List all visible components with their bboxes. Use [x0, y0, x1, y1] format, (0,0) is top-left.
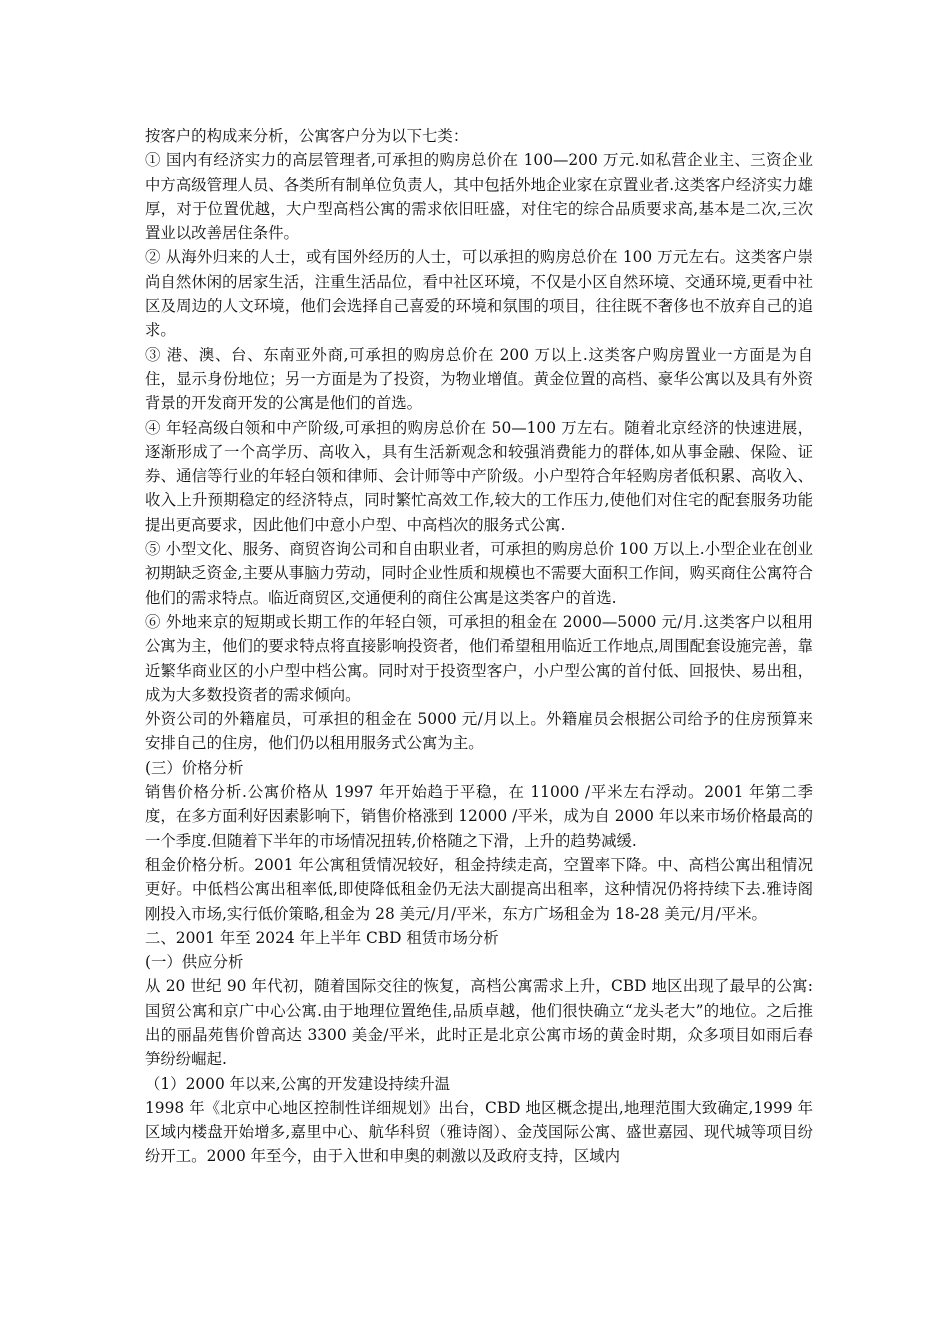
section-heading-price-analysis: (三）价格分析 [145, 758, 244, 777]
paragraph-client-type-3: ③ 港、澳、台、东南亚外商,可承担的购房总价在 200 万以上.这类客户购房置业一方面是为自住，显示身份地位；另一方面是为了投资，为物业增值。黄金位置的高档、豪华公寓以及具有外资背景的开发商开发的公寓是他们的首选。 [145, 345, 813, 413]
paragraph-foreign-employees: 外资公司的外籍雇员，可承担的租金在 5000 元/月以上。外籍雇员会根据公司给予的住房预算来安排自己的住房，他们仍以租用服务式公寓为主。 [145, 710, 813, 753]
paragraph-cbd-planning: 1998 年《北京中心地区控制性详细规划》出台，CBD 地区概念提出,地理范围大致确定,1999 年区域内楼盘开始增多,嘉里中心、航华科贸（雅诗阁）、金茂国际公寓、盛世嘉园、现代城等项目纷纷开工。2000 年至今，由于入世和申奥的刺激以及政府支持，区域内 [145, 1098, 813, 1166]
paragraph-client-type-6: ⑥ 外地来京的短期或长期工作的年轻白领，可承担的租金在 2000—5000 元/月.这类客户以租用公寓为主，他们的要求特点将直接影响投资者，他们希望租用临近工作地点,周围配套设施完善，靠近繁华商业区的小户型中档公寓。同时对于投资型客户，小户型公寓的首付低、回报快、易出租，成为大多数投资者的需求倾向。 [145, 612, 813, 704]
subheading-development: （1）2000 年以来,公寓的开发建设持续升温 [145, 1074, 450, 1093]
paragraph-client-type-2: ② 从海外归来的人士，或有国外经历的人士，可以承担的购房总价在 100 万元左右。这类客户崇尚自然休闲的居家生活，注重生活品位，看中社区环境，不仅是小区自然环境、交通环境,更看中社区及周边的人文环境，他们会选择自己喜爱的环境和氛围的项目，往往既不奢侈也不放弃自己的追求。 [145, 248, 813, 340]
section-heading-cbd-rental: 二、2001 年至 2024 年上半年 CBD 租赁市场分析 [145, 928, 499, 947]
paragraph-client-type-1: ① 国内有经济实力的高层管理者,可承担的购房总价在 100—200 万元.如私营企业主、三资企业中方高级管理人员、各类所有制单位负责人，其中包括外地企业家在京置业者.这类客户经济实力雄厚，对于位置优越，大户型高档公寓的需求依旧旺盛，对住宅的综合品质要求高,基本是二次,三次置业以改善居住条件。 [145, 151, 813, 243]
paragraph-client-type-4: ④ 年轻高级白领和中产阶级,可承担的购房总价在 50—100 万左右。随着北京经济的快速进展，逐渐形成了一个高学历、高收入，具有生活新观念和较强消费能力的群体,如从事金融、保险、证券、通信等行业的年轻白领和律师、会计师等中产阶级。小户型符合年轻购房者低积累、高收入、收入上升预期稳定的经济特点，同时繁忙高效工作,较大的工作压力,使他们对住宅的配套服务功能提出更高要求，因此他们中意小户型、中高档次的服务式公寓. [145, 418, 813, 534]
paragraph-intro: 按客户的构成来分析，公寓客户分为以下七类： [145, 127, 469, 145]
section-heading-supply-analysis: (一）供应分析 [145, 953, 244, 972]
paragraph-sales-price: 销售价格分析.公寓价格从 1997 年开始趋于平稳，在 11000 /平米左右浮动。2001 年第二季度，在多方面利好因素影响下，销售价格涨到 12000 /平米，成为自 2000 年以来市场价格最高的一个季度.但随着下半年的市场情况扭转,价格随之下滑，上升的趋势减缓. [145, 783, 813, 850]
document-body [145, 124, 813, 1169]
paragraph-supply-history: 从 20 世纪 90 年代初，随着国际交往的恢复，高档公寓需求上升，CBD 地区出现了最早的公寓:国贸公寓和京广中心公寓.由于地理位置绝佳,品质卓越，他们很快确立“龙头老大”的地位。之后推出的丽晶苑售价曾高达 3300 美金/平米，此时正是北京公寓市场的黄金时期，众多项目如雨后春笋纷纷崛起. [145, 977, 813, 1069]
paragraph-rent-price: 租金价格分析。2001 年公寓租赁情况较好，租金持续走高，空置率下降。中、高档公寓出租情况更好。中低档公寓出租率低,即使降低租金仍无法大副提高出租率，这种情况仍将持续下去.雅诗阁刚投入市场,实行低价策略,租金为 28 美元/月/平米，东方广场租金为 18-28 美元/月/平米。 [145, 855, 813, 923]
paragraph-client-type-5: ⑤ 小型文化、服务、商贸咨询公司和自由职业者，可承担的购房总价 100 万以上.小型企业在创业初期缺乏资金,主要从事脑力劳动，同时企业性质和规模也不需要大面积工作间，购买商住公寓符合他们的需求特点。临近商贸区,交通便利的商住公寓是这类客户的首选. [145, 540, 813, 607]
